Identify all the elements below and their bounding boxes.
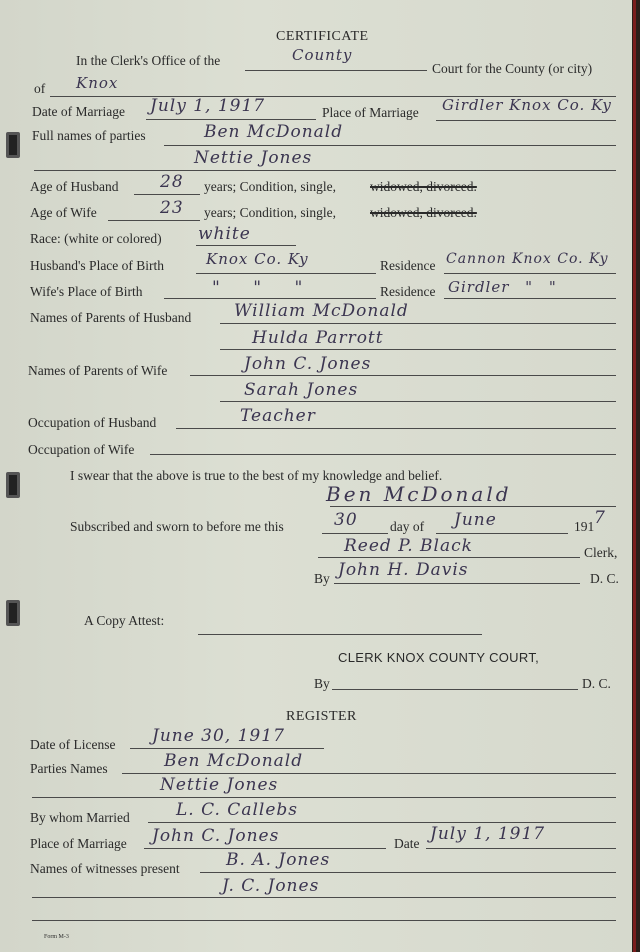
parties-1-entry: Ben McDonald [164, 751, 304, 771]
binder-hole-3 [6, 600, 20, 626]
witness-line-3 [32, 920, 616, 921]
mother-husband-line [220, 349, 616, 350]
certificate-title: CERTIFICATE [276, 29, 369, 44]
signature-entry: Ben McDonald [326, 482, 512, 506]
sworn-day-entry: 30 [334, 510, 358, 530]
occupation-husband-line [176, 428, 616, 429]
subscribed-label: Subscribed and sworn to before me this [70, 519, 284, 534]
deputy-signature-line [334, 583, 580, 584]
deputy-signature-entry: John H. Davis [338, 560, 469, 580]
register-date-label: Date [394, 836, 420, 851]
age-husband-label: Age of Husband [30, 179, 119, 194]
age-wife-entry: 23 [160, 198, 184, 218]
by-line-2 [332, 689, 578, 690]
binder-edge [633, 0, 636, 952]
date-of-license-label: Date of License [30, 737, 116, 752]
dc-label-2: D. C. [582, 676, 611, 691]
occupation-husband-label: Occupation of Husband [28, 415, 157, 430]
binder-hole-2 [6, 472, 20, 498]
mother-husband-entry: Hulda Parrott [252, 328, 384, 348]
sworn-month-line [436, 533, 568, 534]
form-number: Form M-3 [44, 934, 69, 940]
age-wife-widowed-divorced: widowed, divorced. [370, 205, 477, 220]
date-of-marriage-entry: July 1, 1917 [150, 96, 266, 116]
place-of-marriage-entry: Girdler Knox Co. Ky [442, 96, 612, 114]
full-names-label: Full names of parties [32, 128, 146, 143]
wife-name-line [34, 170, 616, 171]
license-date-line [130, 748, 324, 749]
age-wife-label: Age of Wife [30, 205, 97, 220]
of-county-entry: Knox [76, 74, 119, 92]
register-date-line [426, 848, 616, 849]
age-husband-widowed-divorced: widowed, divorced. [370, 179, 477, 194]
age-wife-condition: years; Condition, single, [204, 205, 336, 220]
place-of-marriage-label: Place of Marriage [322, 105, 419, 120]
wife-birth-label: Wife's Place of Birth [30, 284, 143, 299]
husband-birth-label: Husband's Place of Birth [30, 258, 165, 273]
witness-line-2 [32, 897, 616, 898]
place-of-marriage-2-line [144, 848, 386, 849]
register-date-entry: July 1, 1917 [430, 824, 546, 844]
parties-line-1 [122, 773, 616, 774]
age-husband-condition: years; Condition, single, [204, 179, 336, 194]
by-label: By [314, 571, 330, 586]
wife-residence-entry: Girdler " " [448, 278, 557, 296]
father-wife-entry: John C. Jones [244, 354, 372, 374]
by-whom-married-label: By whom Married [30, 810, 130, 825]
wife-name-entry: Nettie Jones [194, 148, 313, 168]
clerk-knox-county-court: CLERK KNOX COUNTY COURT, [338, 650, 540, 665]
husband-birth-entry: Knox Co. Ky [206, 250, 309, 268]
husband-residence-entry: Cannon Knox Co. Ky [446, 251, 609, 267]
husband-name-entry: Ben McDonald [204, 122, 344, 142]
date-of-marriage-line [146, 119, 316, 120]
father-husband-entry: William McDonald [234, 301, 409, 321]
clerk-signature-line [318, 557, 580, 558]
age-husband-entry: 28 [160, 172, 184, 192]
parties-line-2 [32, 797, 616, 798]
husband-residence-label: Residence [380, 258, 436, 273]
parents-husband-label: Names of Parents of Husband [30, 310, 192, 325]
witness-1-entry: B. A. Jones [226, 850, 331, 870]
wife-birth-line [164, 298, 376, 299]
race-line [196, 245, 296, 246]
occupation-wife-line [150, 454, 616, 455]
wife-residence-label: Residence [380, 284, 436, 299]
father-wife-line [190, 375, 616, 376]
wife-residence-line [444, 298, 616, 299]
court-label: Court for the County (or city) [432, 61, 593, 76]
witnesses-label: Names of witnesses present [30, 861, 180, 876]
husband-residence-line [444, 273, 616, 274]
wife-birth-entry: " " " [212, 278, 317, 298]
age-husband-line [134, 194, 200, 195]
place-of-marriage-line [436, 120, 616, 121]
married-by-entry: L. C. Callebs [176, 800, 298, 820]
mother-wife-line [220, 401, 616, 402]
husband-name-line [164, 145, 616, 146]
county-line [245, 70, 427, 71]
clerk-office-label: In the Clerk's Office of the [76, 53, 221, 68]
binder-hole-1 [6, 132, 20, 158]
date-of-marriage-label: Date of Marriage [32, 104, 125, 119]
of-label: of [34, 81, 46, 96]
dc-label: D. C. [590, 571, 619, 586]
copy-attest-line [198, 634, 482, 635]
signature-line [330, 506, 616, 507]
register-title: REGISTER [286, 709, 357, 724]
husband-birth-line [196, 273, 376, 274]
license-date-entry: June 30, 1917 [152, 726, 285, 746]
witness-line-1 [200, 872, 616, 873]
parents-wife-label: Names of Parents of Wife [28, 363, 168, 378]
occupation-husband-entry: Teacher [240, 406, 316, 426]
copy-attest-label: A Copy Attest: [84, 613, 165, 628]
witness-2-entry: J. C. Jones [222, 876, 320, 896]
mother-wife-entry: Sarah Jones [244, 380, 359, 400]
age-wife-line [108, 220, 200, 221]
day-of-label: day of [390, 519, 425, 534]
father-husband-line [220, 323, 616, 324]
sworn-day-line [322, 533, 388, 534]
place-of-marriage-2-entry: John C. Jones [152, 826, 280, 846]
race-label: Race: (white or colored) [30, 231, 162, 246]
married-by-line [148, 822, 616, 823]
clerk-signature-entry: Reed P. Black [344, 536, 473, 556]
sworn-year-printed: 191 [574, 519, 595, 534]
place-of-marriage-2-label: Place of Marriage [30, 836, 127, 851]
county-entry: County [292, 46, 353, 64]
sworn-year-digit: 7 [594, 508, 606, 528]
parties-2-entry: Nettie Jones [160, 775, 279, 795]
clerk-label: Clerk, [584, 545, 618, 560]
race-entry: white [198, 224, 251, 244]
sworn-month-entry: June [454, 510, 497, 530]
parties-names-label: Parties Names [30, 761, 108, 776]
oath-text: I swear that the above is true to the best of my knowledge and belief. [70, 468, 443, 483]
occupation-wife-label: Occupation of Wife [28, 442, 135, 457]
by-label-2: By [314, 676, 330, 691]
